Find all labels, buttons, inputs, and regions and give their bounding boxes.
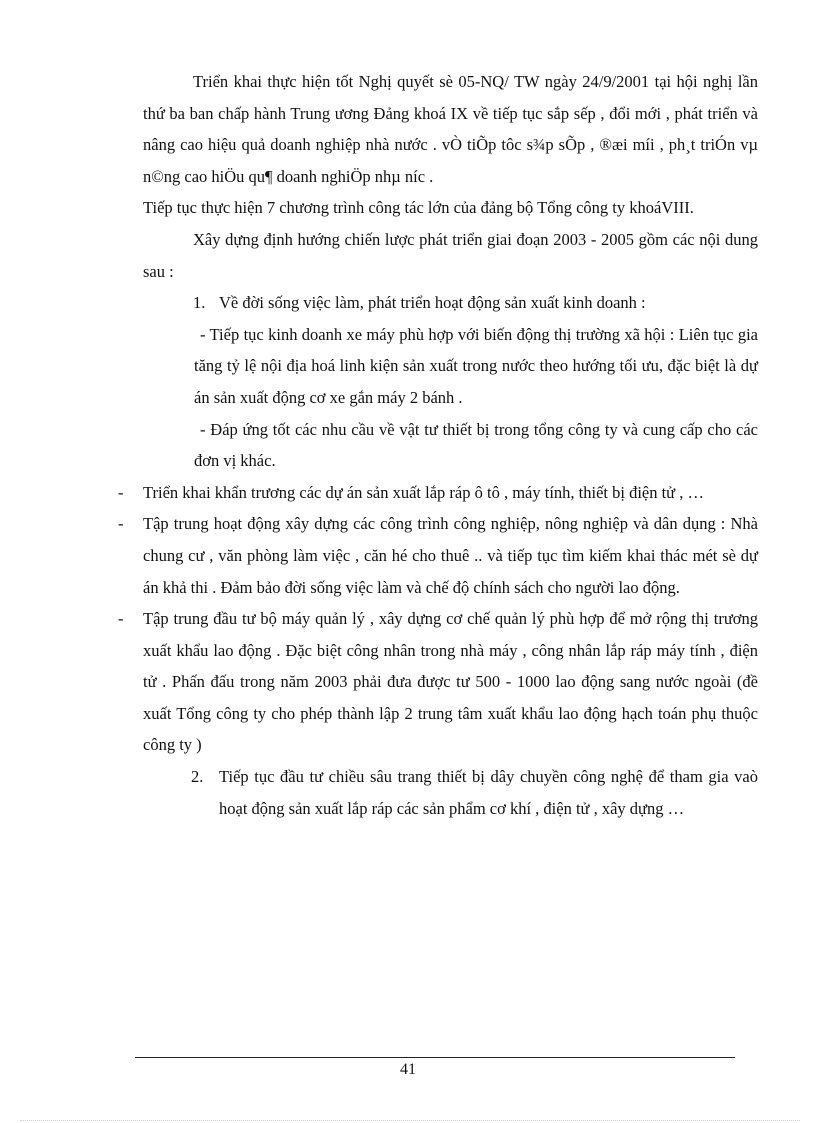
- page-number: 41: [400, 1061, 416, 1078]
- paragraph-strategy: Xây dựng định hướng chiến lược phát triển giai đoạn 2003 - 2005 gồm các nội dung sau :: [143, 229, 758, 281]
- dash-bullet: -: [118, 514, 124, 534]
- footer-divider: [135, 1057, 735, 1058]
- dash-item-text: Tập trung hoạt động xây dựng các công trình công nghiệp, nông nghiệp và dân dụng : Nhà chung cư , văn phòng làm việc , căn hé cho thuê .. và tiếp tục tìm kiếm khai thác mét sè dự án khả thi . Đảm bảo đời sống việc làm và chế độ chính sách cho người lao động.: [143, 514, 758, 597]
- numbered-item-2: [143, 761, 758, 824]
- dash-bullet: -: [118, 482, 124, 502]
- item-number: 2.: [191, 767, 204, 787]
- numbered-item-1: [143, 287, 758, 319]
- dash-bullet: -: [118, 609, 124, 629]
- item-text: Tiếp tục đầu tư chiều sâu trang thiết bị dây chuyền công nghệ để tham gia vaò hoạt động sản xuất lắp ráp các sản phẩm cơ khí , điện tử , xây dựng …: [219, 767, 758, 818]
- sub-item-motorbike: - Tiếp tục kinh doanh xe máy phù hợp với biến động thị trường xã hội : Liên tục gia tăng tỷ lệ nội địa hoá linh kiện sản xuất trong nước theo hướng tối ưu, đặc biệt là dự án sản xuất động cơ xe gắn máy 2 bánh .: [194, 324, 758, 407]
- paragraph-programs: Tiếp tục thực hiện 7 chương trình công tác lớn của đảng bộ Tổng công ty khoáVIII.: [143, 198, 694, 218]
- dash-item-construction: [100, 508, 758, 603]
- item-number: 1.: [193, 293, 206, 313]
- dash-item-assembly: [100, 477, 758, 509]
- paragraph-resolution: Triển khai thực hiện tốt Nghị quyết sè 05-NQ/ TW ngày 24/9/2001 tại hội nghị lần thứ ba ban chấp hành Trung ương Đảng khoá IX về tiếp tục sắp sếp , đổi mới , phát triển và nâng cao hiệu quả doanh nghiệp nhà nước . vÒ tiÕp tôc s¾p sÕp , ®æi míi , ph¸t triÓn vµ n©ng cao hiÖu qu¶ doanh nghiÖp nhµ níc .: [143, 72, 758, 186]
- dash-item-text: Triển khai khẩn trương các dự án sản xuất lắp ráp ô tô , máy tính, thiết bị điện tử , …: [143, 482, 704, 502]
- dash-item-text: Tập trung đầu tư bộ máy quản lý , xây dựng cơ chế quản lý phù hợp để mở rộng thị trương xuất khẩu lao động . Đặc biệt công nhân trong nhà máy , công nhân lắp ráp máy tính , điện tử . Phấn đấu trong năm 2003 phải đưa được tư 500 - 1000 lao động sang nước ngoài (đề xuất Tổng công ty cho phép thành lập 2 trung tâm xuất khẩu lao động hạch toán phụ thuộc công ty ): [143, 609, 758, 755]
- body-text: [118, 66, 758, 824]
- item-heading: Về đời sống việc làm, phát triển hoạt động sản xuất kinh doanh :: [219, 293, 646, 313]
- dash-item-labor-export: [100, 603, 758, 761]
- page-bottom-border: [20, 1120, 800, 1121]
- sub-item-supplies: - Đáp ứng tốt các nhu cầu về vật tư thiết bị trong tổng công ty và cung cấp cho các đơn vị khác.: [194, 419, 758, 471]
